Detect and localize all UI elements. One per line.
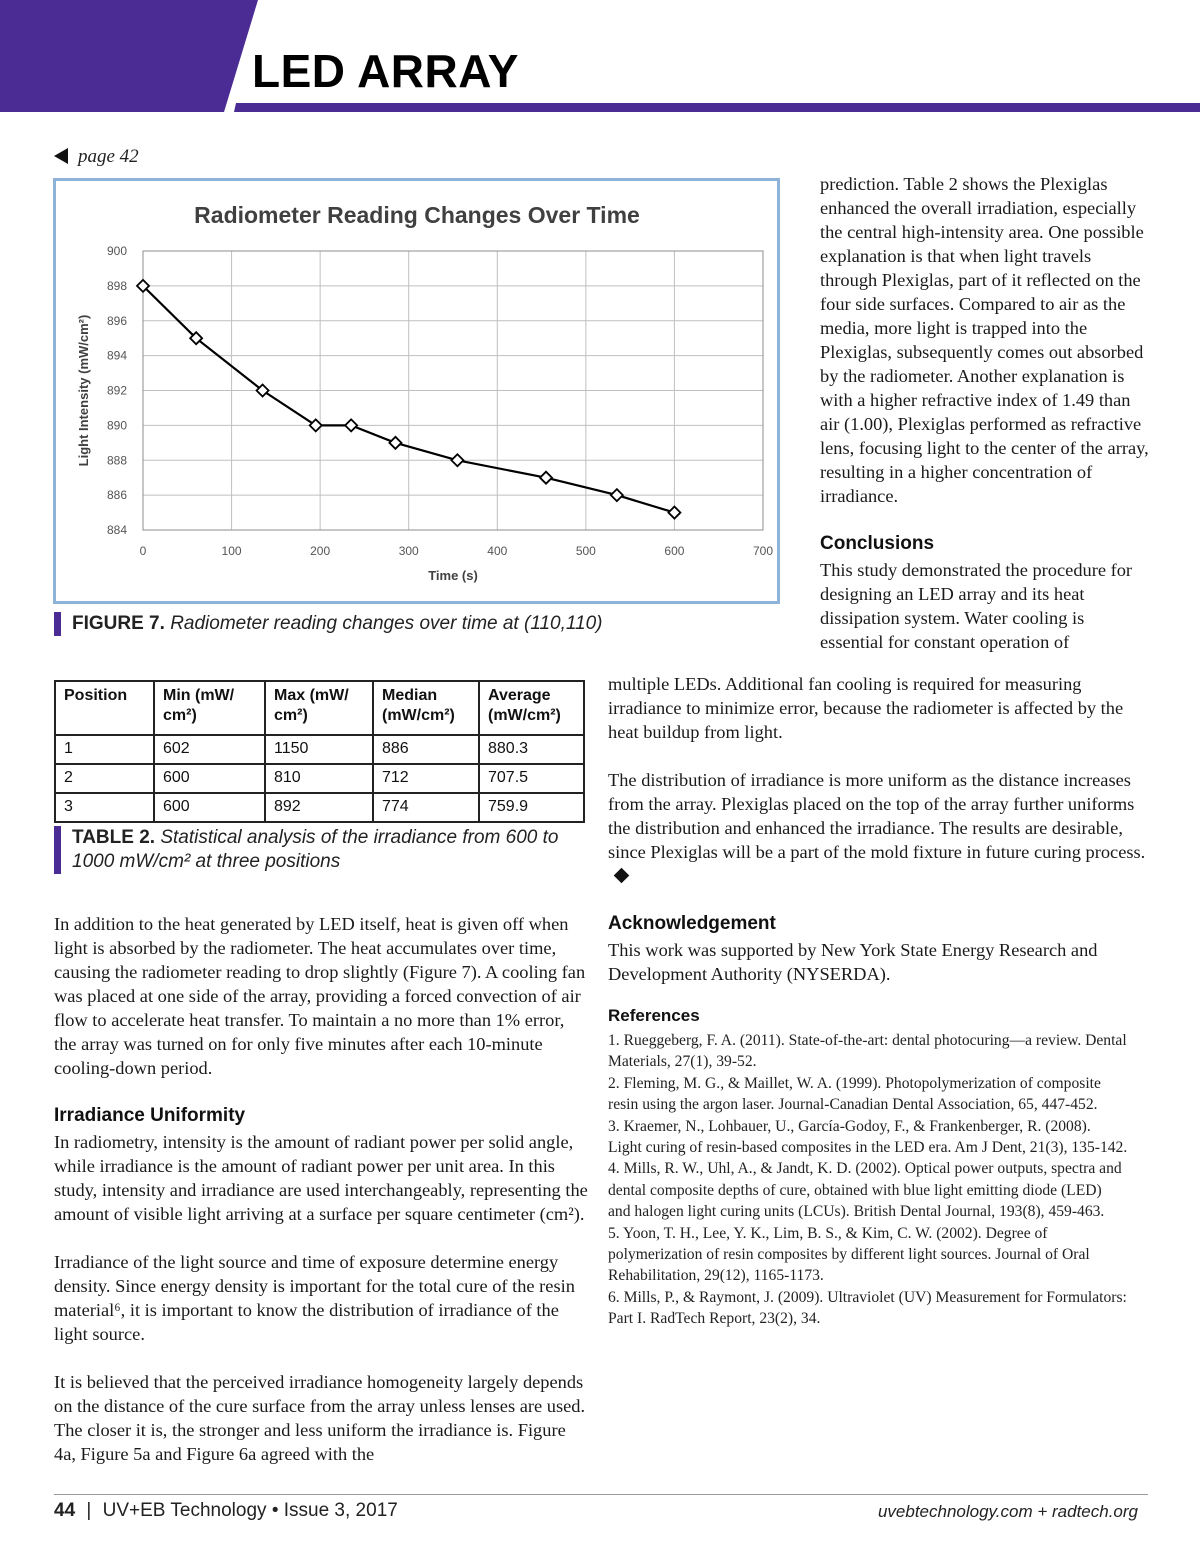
footer-websites[interactable]: uvebtechnology.com + radtech.org [877,1502,1138,1521]
table-cell: 1 [55,735,154,764]
table-cell: 759.9 [479,793,584,822]
left-column [54,912,589,1490]
page-number: 44 [54,1500,76,1521]
body-paragraph: In radiometry, intensity is the amount of radiant power per solid angle, while irradiance is the amount of radiant power per unit area. In this study, intensity and irradiance are used interchangeably, representing the amount of visible light arriving at a surface per square centimeter (cm²). [54,1132,588,1224]
table-cell: 774 [373,793,479,822]
acknowledgement-text: This work was supported by New York State Energy Research and Development Authority (NYSERDA). [608,940,1098,984]
banner-shape [0,0,1200,112]
line-chart [56,181,777,601]
table-caption [54,826,589,874]
section-heading-references: References [608,1006,700,1025]
body-paragraph: Irradiance of the light source and time of exposure determine energy density. Since energy density is important for the total cure of the resin material⁶, it is important to know the distribution of irradiance of the light source. [54,1252,575,1344]
table-cell: 602 [154,735,265,764]
left-arrow-icon [54,148,68,164]
y-tick-label: 896 [106,313,127,328]
y-tick-label: 892 [106,383,127,398]
reference-item: 6. Mills, P., & Raymont, J. (2009). Ultraviolet (UV) Measurement for Formulators: Part I. RadTech Report, 23(2), 34. [608,1288,1127,1328]
table-row [55,793,584,822]
reference-item: 5. Yoon, T. H., Lee, Y. K., Lim, B. S., & Kim, C. W. (2002). Degree of polymerization of resin composites by different light sources. Journal of Oral Rehabilitation, 29(12), 1165-1173. [608,1224,1090,1285]
section-heading-conclusions: Conclusions [820,533,935,554]
y-tick-label: 894 [106,348,127,363]
table-header-row [55,681,584,735]
table-cell: 880.3 [479,735,584,764]
data-point-marker [611,489,623,501]
y-tick-label: 884 [106,523,127,537]
table-cell: 600 [154,764,265,793]
data-point-marker [345,419,357,431]
body-paragraph: It is believed that the perceived irradiance homogeneity largely depends on the distance of the cure surface from the array unless lenses are used. The closer it is, the stronger and less uniform the irradiance is. Figure 4a, Figure 5a and Figure 6a agreed with the [54,1372,586,1464]
y-tick-label: 890 [106,418,127,433]
table-cell: 712 [373,764,479,793]
x-tick-label: 700 [752,544,774,558]
y-tick-label: 898 [106,278,127,293]
reference-item: 3. Kraemer, N., Lohbauer, U., García-Godoy, F., & Frankenberger, R. (2008). Light curing of resin-based composites in the LED era. Am J Dent, 21(3), 135-142. [608,1117,1128,1157]
figure-caption [54,612,654,636]
x-tick-label: 400 [487,544,508,558]
publication-name: UV+EB Technology • Issue 3, 2017 [102,1500,398,1521]
reference-item: 2. Fleming, M. G., & Maillet, W. A. (1999). Photopolymerization of composite resin using the argon laser. Journal-Canadian Dental Association, 65, 447-452. [608,1074,1101,1114]
table-cell: 1150 [265,735,373,764]
x-axis-label: Time (s) [428,568,478,583]
body-paragraph [608,768,1148,888]
x-tick-label: 0 [139,544,147,558]
x-tick-label: 500 [575,544,596,558]
reference-item: 4. Mills, R. W., Uhl, A., & Jandt, K. D. (2002). Optical power outputs, spectra and dental composite depths of cure, obtained with blue light emitting diode (LED) and halogen light curing units (LCUs). British Dental Journal, 193(8), 459-463. [608,1160,1122,1221]
table-cell: 3 [55,793,154,822]
figure-caption-label: FIGURE 7. [72,613,165,634]
table-cell: 810 [265,764,373,793]
y-axis-label: Light Intensity (mW/cm²) [76,314,91,467]
previous-page-label: page 42 [78,146,139,167]
data-point-marker [540,472,552,484]
header-banner [0,0,1200,112]
y-tick-label: 888 [106,453,127,468]
right-column-top [820,172,1150,654]
table-cell: 600 [154,793,265,822]
header-max: Max (mW/ cm²) [265,681,373,735]
table-row [55,735,584,764]
footer-divider [54,1494,1148,1495]
chart-title: Radiometer Reading Changes Over Time [194,202,640,228]
previous-page-link[interactable] [54,146,139,168]
table-caption-text: Statistical analysis of the irradiance from 600 to 1000 mW/cm² at three positions [72,827,559,872]
section-heading-acknowledgement: Acknowledgement [608,913,776,934]
right-column-bottom [608,672,1148,1330]
body-paragraph: multiple LEDs. Additional fan cooling is required for measuring irradiance to minimize error, because the radiometer is affected by the heat buildup from light. [608,674,1124,742]
reference-item: 1. Rueggeberg, F. A. (2011). State-of-the-art: dental photocuring—a review. Dental Materials, 27(1), 39-52. [608,1032,1127,1071]
table-cell: 892 [265,793,373,822]
section-heading-irradiance-uniformity: Irradiance Uniformity [54,1105,246,1126]
x-tick-label: 600 [664,544,685,558]
x-tick-label: 300 [398,544,419,558]
header-median: Median (mW/cm²) [373,681,479,735]
header-average: Average (mW/cm²) [479,681,584,735]
footer-separator: | [86,1500,92,1521]
header-position: Position [55,681,154,735]
data-point-marker [451,454,463,466]
table-caption-label: TABLE 2. [72,827,156,848]
data-point-marker [668,507,680,519]
figure-7-chart [53,178,780,604]
y-tick-label: 900 [106,244,127,258]
body-paragraph: In addition to the heat generated by LED itself, heat is given off when light is absorbed by the radiometer. The heat accumulates over time, causing the radiometer reading to drop slightly (Figure 7). A cooling fan was placed at one side of the array, providing a forced convection of air flow to accelerate heat transfer. To maintain a no more than 1% error, the array was turned on for only five minutes after each 10-minute cooling-down period. [54,914,586,1078]
statistics-table [54,680,585,823]
footer-publication [54,1500,398,1522]
table-cell: 886 [373,735,479,764]
end-mark-diamond-icon [614,868,630,884]
data-point-marker [389,437,401,449]
section-title: LED ARRAY [252,45,519,97]
table-row [55,764,584,793]
references-list [608,1030,1128,1330]
table-cell: 2 [55,764,154,793]
y-tick-label: 886 [106,488,127,503]
x-tick-label: 200 [310,544,331,558]
header-min: Min (mW/ cm²) [154,681,265,735]
body-paragraph: This study demonstrated the procedure for designing an LED array and its heat dissipation system. Water cooling is essential for constant operation of [820,560,1133,652]
body-paragraph-text: The distribution of irradiance is more uniform as the distance increases from the array. Plexiglas placed on the top of the array further uniforms the distribution and enhanced the irradiance. The results are desirable, since Plexiglas will be a part of the mold fixture in future curing process. [608,770,1146,862]
table-cell: 707.5 [479,764,584,793]
x-tick-label: 100 [221,544,242,558]
body-paragraph: prediction. Table 2 shows the Plexiglas enhanced the overall irradiation, especially the central high-intensity area. One possible explanation is that when light travels through Plexiglas, part of it reflected on the four side surfaces. Compared to air as the media, more light is trapped into the Plexiglas, subsequently comes out absorbed by the radiometer. Another explanation is with a higher refractive index of 1.49 than air (1.00), Plexiglas performed as refractive lens, focusing light to the center of the array, resulting in a higher concentration of irradiance. [820,174,1149,506]
figure-caption-text: Radiometer reading changes over time at (110,110) [170,613,603,634]
